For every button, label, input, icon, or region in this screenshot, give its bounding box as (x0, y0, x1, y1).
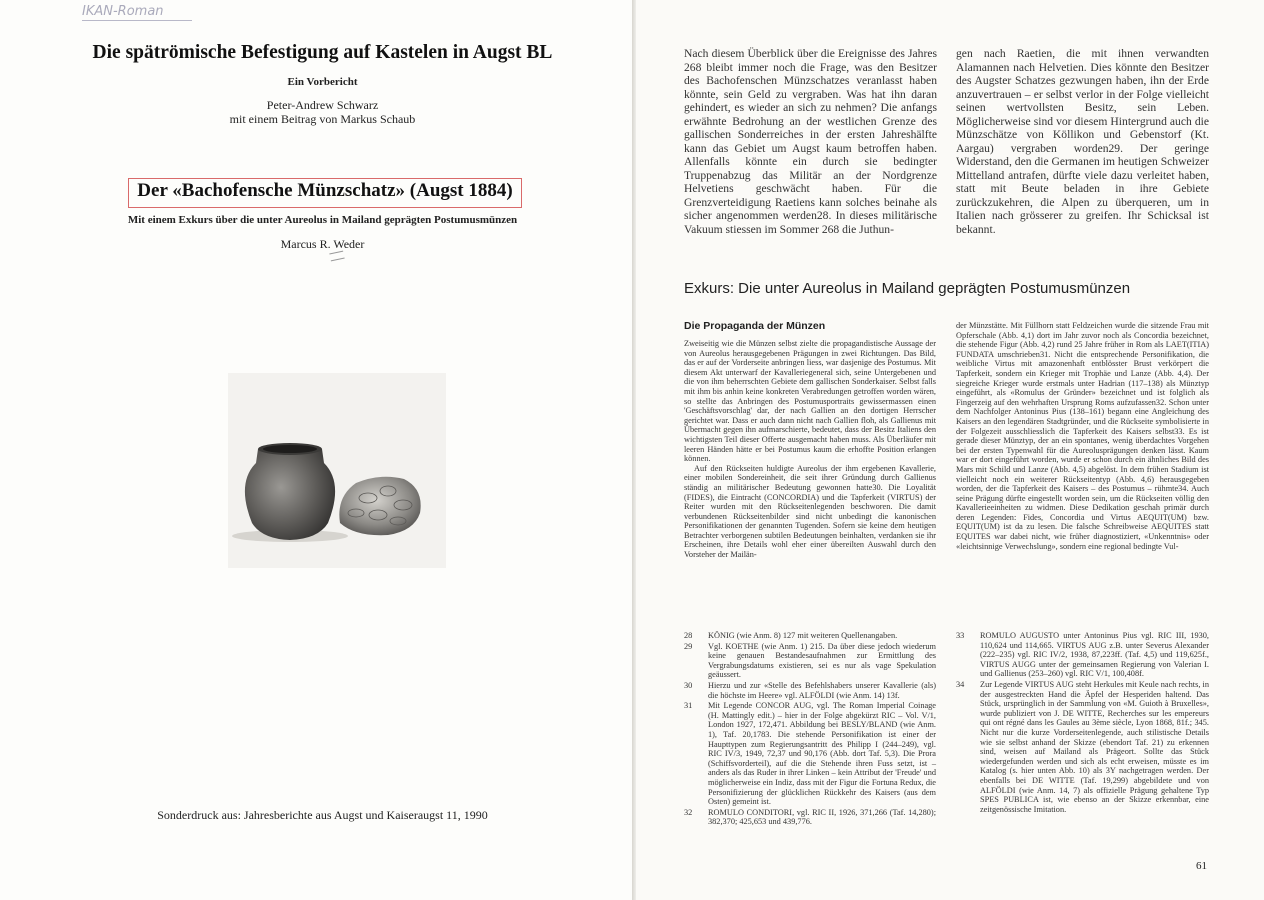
footnote-33: 33 ROMULO AUGUSTO unter Antoninus Pius vgl. RIC III, 1930, 110,624 und 114,665. VIRTUS AUG z.B. unter Severus Alexander (222–235) vgl. RIC IV/2, 1938, 87,223ff. (Taf. 4,5) und 119,625f., VIRTUS AUGG unter der gemeinsamen Regierung von Valerian I. und Gallienus (253–260) vgl. RIC V/1, 100,408f. (956, 631, 1209, 679)
footnotes-column-1 (684, 631, 936, 828)
body-column-1 (684, 339, 936, 560)
section-heading: Exkurs: Die unter Aureolus in Mailand geprägten Postumusmünzen (684, 280, 1131, 297)
offprint-footer: Sonderdruck aus: Jahresberichte aus Augst und Kaiseraugst 11, 1990 (157, 808, 488, 822)
handwritten-underline (82, 20, 192, 21)
body-col1-paragraph-2: Auf den Rückseiten huldigte Aureolus der ihm ergebenen Kavallerie, einer mobilen Sondereinheit, die seit ihrer Gründung durch Gallienus ständig an militärischer Bedeutung gewonnen hatte30. Die Loyalität (FIDES), die Eintracht (CONCORDIA) und die Tapferkeit (VIRTUS) der Reiter wurden mit den Rückseitenlegenden beschworen. Die damit verbundenen Rückseitenbilder sind nicht unbedingt die kanonischen Personifikationen der genannten Tugenden. Sofern sie keine dem heutigen Betrachter verborgenen subtilen Bedeutungen beinhalten, verdanken sie ihr Erscheinen, ihre Details wohl eher einer übereilten Auswahl durch den Vorsteher der Mailän- (684, 463, 936, 560)
footnote-34: 34 Zur Legende VIRTUS AUG steht Herkules mit Keule nach rechts, in der ausgestreckten Hand die Äpfel der Hesperiden haltend. Das Stück, ursprünglich in der Sammlung von «M. Guioth à Bruxelles», wurde publiziert von J. DE WITTE, Recherches sur les empereurs qui ont régné dans les Gaules au 3ème siècle, Lyon 1868, 81f.; 345. Nicht nur die kurze Vorderseitenlegende, auch stilistische Details wie sie selbst anhand der Skizze (ebendort Taf. 21) zu erkennen sind, weisen auf Mailand als Prägeort. Sollte das Stück wiedergefunden werden und sich als echt erweisen, müsste es im Katalog (s. hier unten Abb. 10) als 3Y nachgetragen werden. Der ebenfalls bei DE WITTE (Taf. 19,299) abgebildete und von ALFÖLDI (wie Anm. 14, 7) als offizielle Prägung gehaltene Typ SPES PUBLICA ist, wie ebenso an der Skizze erkennbar, eine zeitgenössische Imitation. (956, 679, 1209, 814)
footnote-31: 31 Mit Legende CONCOR AUG, vgl. The Roman Imperial Coinage (H. Mattingly edit.) – hier in der Folge abgekürzt RIC – Vol. V/1, London 1927, 172,471. Abbildung bei BESLY/BLAND (wie Anm. 1), Taf. 20,1783. Die stehende Personifikation ist einer der Haupttypen zum Regierungsantritt des Philipp I (244–249), vgl. RIC IV/3, 1949, 72,37 und 90,176 (Abb. dort Taf. 5,3). Die Prora (Schiffsvorderteil), auf die die Stehende ihren Fuss setzt, ist – anders als das Ruder in ihrer Linken – kein Attribut der 'Freude' und möglicherweise ein Indiz, dass mit der Figur die Fortuna Redux, die Personifizierung der glücklichen Rückkehr des Kaisers (aus dem Osten) gemeint ist. (684, 701, 936, 807)
subtitle: Ein Vorbericht (287, 76, 358, 88)
vessel-and-coins-image (228, 373, 446, 568)
pencil-mark (329, 251, 344, 262)
right-page (636, 0, 1264, 900)
footnote-29: 29 Vgl. KOETHE (wie Anm. 1) 215. Da über diese jedoch wiederum keine genauen Bestandesaufnahmen zur Ermittlung des Vergrabungsdatums existieren, sei es nur als vage Spekulation geäussert. (684, 641, 936, 680)
body-column-2: der Münzstätte. Mit Füllhorn statt Feldzeichen wurde die sitzende Frau mit Opferschale (Abb. 4,1) dort im Jahr zuvor noch als Concordia bezeichnet, die stehende Figur (Abb. 4,2) rund 25 Jahre früher in Rom als LAET(ITIA) FUNDATA umschrieben31. Nicht die entsprechende Personifikation, die weibliche Virtus mit amazonenhaft entblösster Brust verkörpert die Tapferkeit, sondern ein Krieger mit Trophäe und Lanze (Abb. 4,4). Der siegreiche Krieger wurde erstmals unter Hadrian (117–138) als Münztyp eingeführt, als «Romulus der Gründer» bezeichnet und ist folglich als Fingerzeig auf den wehrhaften Ursprung Roms aufzufassen32. Schon unter dem Nachfolger Antoninus Pius (138–161) begann eine Angleichung des Kaisers an den legendären Stadtgründer, und die Rückseite symbolisierte in der Folgezeit ausschliesslich die Tapferkeit des Kaisers selbst33. Es ist gerade dieser Münztyp, der an ein spontanes, wenig überdachtes Vorgehen bei der ersten Typenwahl für die Aureolusprägungen denken lässt. Kaum war er dort eingeführt worden, wurde er schon durch ein ähnliches Bild des Mars mit Schild und Lanze (Abb. 4,5) abgelöst. In dem frühen Stadium ist vielleicht noch ein weiterer Rückseitentyp (Abb. 4,6) herausgegeben worden, der die Tapferkeit des Kaisers – des Postumus – rühmte34. Auch seine Prägung dürfte eingestellt worden sein, um die Rückseiten völlig den Kavallerieeinheiten zu widmen. Diese Dedikation geschah primär durch deren Legenden: Fides, Concordia und Virtus AEQUIT(UM) bzw. EQUIT(UM) ist da zu lesen. Die falsche Schreibweise AEQUITES statt EQUITES war dabei nicht, wie früher diagnostiziert, «Unkenntnis» oder «leichtsinnige Verwechslung», sondern eine regional bedingte Vul- (956, 321, 1209, 551)
article-subtitle: Mit einem Exkurs über die unter Aureolus in Mailand geprägten Postumusmünzen (127, 214, 518, 226)
footnote-28: 28 KÖNIG (wie Anm. 8) 127 mit weiteren Quellenangaben. (684, 631, 898, 640)
main-title: Die spätrömische Befestigung auf Kastelen in Augst BL (92, 42, 553, 63)
handwritten-note: IKAN-Roman (82, 4, 164, 19)
footnotes-column-2 (956, 631, 1209, 815)
top-column-2: gen nach Raetien, die mit ihnen verwandten Alamannen nach Helvetien. Dies könnte den Besitzer des Augster Schatzes gezwungen haben, ihn der Erde anzuvertrauen – er selbst verlor in der Folge vielleicht seinen wertvollsten Besitz, sein Leben. Möglicherweise sind vor diesem Hintergrund auch die Münzschätze von Köllikon und Gebenstorf (Kt. Aargau) vergraben worden29. Der geringe Widerstand, den die Germanen im heutigen Schweizer Mittelland antrafen, dürfte viele dazu verleitet haben, statt mit Beute beladen in ihre Gebiete zurückzukehren, die Alpen zu überqueren, um in Italien nach grösserer zu greifen. Ihr Schicksal ist bekannt. (956, 47, 1209, 236)
top-column-1: Nach diesem Überblick über die Ereignisse des Jahres 268 bleibt immer noch die Frage, was den Besitzer des Bachofenschen Münzschatzes veranlasst haben könnte, sein Geld zu vergraben. Was hat ihn daran gehindert, es wieder an sich zu nehmen? Die anfangs erwähnte Bedrohung an der westlichen Grenze des gallischen Sonderreiches in der ersten Jahreshälfte kann das Gebiet um Augst kaum betroffen haben. Allenfalls könnte ein durch sie bedingter Truppenabzug das Militär an der Nordgrenze Helvetiens geschwächt haben. Für die Grenzverteidigung Raetiens kann solches beinahe als sicher angenommen werden28. In dieses militärische Vakuum stiessen im Sommer 268 die Juthun- (684, 47, 937, 236)
author-line-2: mit einem Beitrag von Markus Schaub (229, 112, 416, 126)
page-number: 61 (1196, 860, 1207, 872)
hoard-photo (228, 373, 446, 568)
footnote-30: 30 Hierzu und zur «Stelle des Befehlshabers unserer Kavallerie (als) die höchste im Heere» vgl. ALFÖLDI (wie Anm. 14) 13f. (684, 680, 936, 700)
article-title: Der «Bachofensche Münzschatz» (Augst 1884) (137, 180, 513, 201)
author-line-1: Peter-Andrew Schwarz (266, 98, 379, 112)
footnote-32: 32 ROMULO CONDITORI, vgl. RIC II, 1926, 371,266 (Taf. 14,280); 382,370; 425,653 und 439,776. (684, 807, 936, 827)
article-author: Marcus R. Weder (280, 237, 365, 251)
body-col1-paragraph-1: Zweiseitig wie die Münzen selbst zielte die propagandistische Aussage der von Aureolus herausgegebenen Prägungen in zwei Richtungen. Das Bild, das er auf der Vorderseite anbringen liess, war dasjenige des Postumus. Mit diesem Akt unterwarf der Kavalleriegeneral sich, seine Untergebenen und die von ihm beherrschten Gebiete dem gallischen Sonderkaiser. Selbst falls mit ihm bis anhin keine konkreten Verabredungen getroffen worden wären, so stellte das Anbringen des Postumusportraits gewissermassen einen 'Geschäftsvorschlag' dar, der nach Gallien an den dortigen Herrscher gerichtet war. Dass er auch dann nicht nach Gallien floh, als Gallienus mit Übermacht gegen ihn aufmarschierte, bedeutet, dass der Besitz Italiens den wichtigsten Teil dieser Offerte ausgemacht haben muss. Als Überläufer mit leeren Händen hätte er bei Postumus kaum die erhoffte Position erlangen können. (684, 339, 936, 464)
sub-heading: Die Propaganda der Münzen (684, 320, 826, 332)
